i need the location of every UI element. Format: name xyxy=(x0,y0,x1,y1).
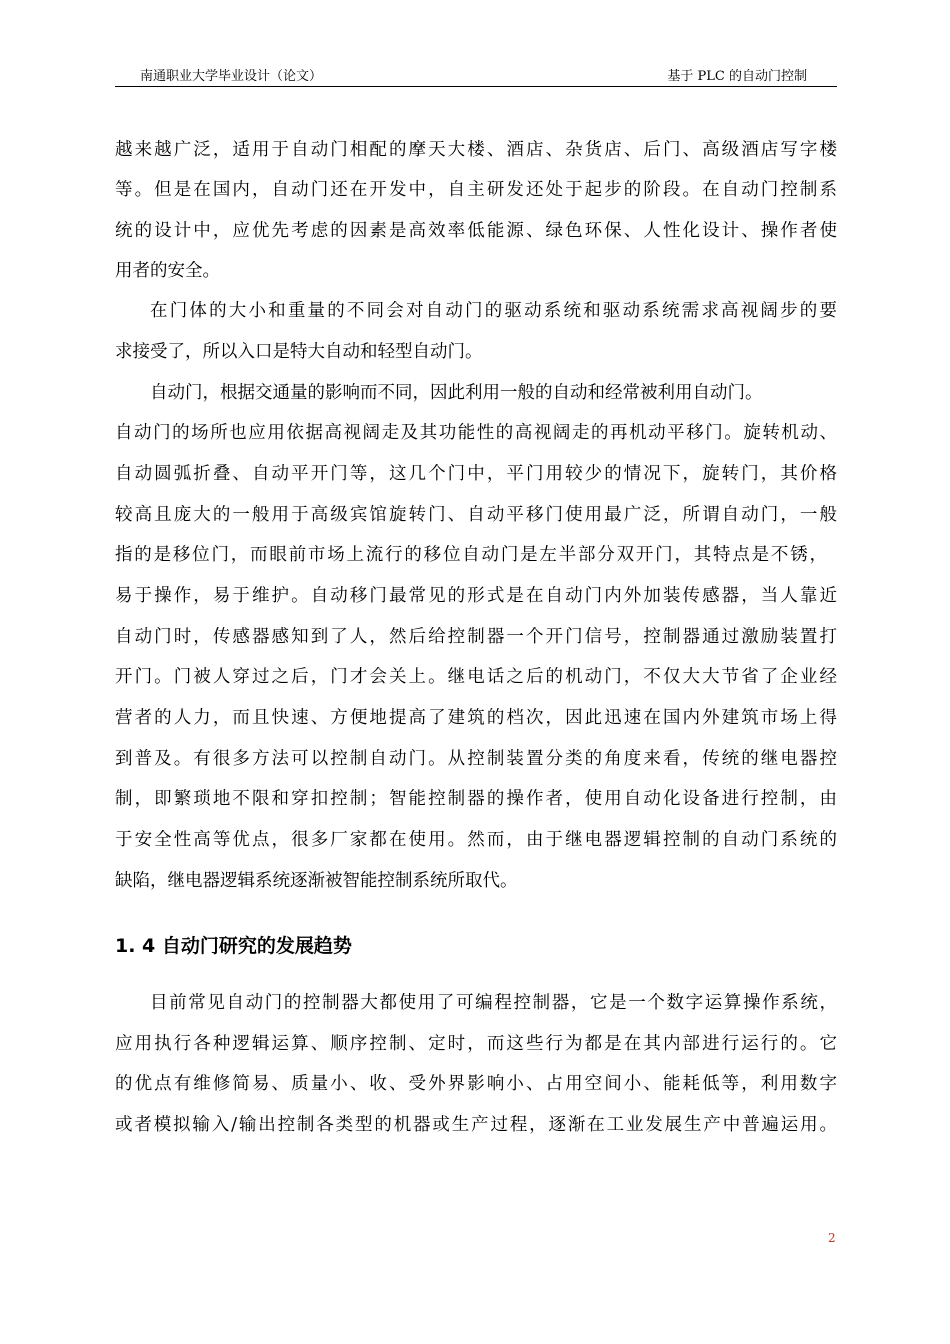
body-line: 于安全性高等优点，很多厂家都在使用。然而，由于继电器逻辑控制的自动门系统的 xyxy=(115,830,837,850)
body-line: 等。但是在国内，自动门还在开发中，自主研发还处于起步的阶段。在自动门控制系 xyxy=(115,180,837,200)
body-line: 到普及。有很多方法可以控制自动门。从控制装置分类的角度来看，传统的继电器控 xyxy=(115,749,837,769)
body-line: 用者的安全。 xyxy=(115,261,220,281)
body-line: 自动门，根据交通量的影响而不同，因此利用一般的自动和经常被利用自动门。 xyxy=(150,383,763,403)
page-header xyxy=(115,62,837,87)
body-line: 越来越广泛，适用于自动门相配的摩天大楼、酒店、杂货店、后门、高级酒店写字楼 xyxy=(115,140,837,160)
body-line: 或者模拟输入/输出控制各类型的机器或生产过程，逐渐在工业发展生产中普遍运用。 xyxy=(115,1115,837,1135)
body-line: 目前常见自动门的控制器大都使用了可编程控制器，它是一个数字运算操作系统， xyxy=(150,993,837,1013)
body-line: 营者的人力，而且快速、方便地提高了建筑的档次，因此迅速在国内外建筑市场上得 xyxy=(115,708,837,728)
body-line: 应用执行各种逻辑运算、顺序控制、定时，而这些行为都是在其内部进行运行的。它 xyxy=(115,1034,837,1054)
body-line: 自动门时，传感器感知到了人，然后给控制器一个开门信号，控制器通过激励装置打 xyxy=(115,627,837,647)
header-thesis-title: 南通职业大学毕业设计（论文） xyxy=(140,69,323,84)
body-line: 在门体的大小和重量的不同会对自动门的驱动系统和驱动系统需求高视阔步的要 xyxy=(150,301,837,321)
page-number: 2 xyxy=(828,1231,836,1245)
section-heading: 1. 4 自动门研究的发展趋势 xyxy=(115,935,352,957)
body-line: 制，即繁琐地不限和穿扣控制；智能控制器的操作者，使用自动化设备进行控制，由 xyxy=(115,789,837,809)
body-line: 较高且庞大的一般用于高级宾馆旋转门、自动平移门使用最广泛，所谓自动门，一般 xyxy=(115,505,837,525)
body-line: 的优点有维修简易、质量小、收、受外界影响小、占用空间小、能耗低等，利用数字 xyxy=(115,1074,837,1094)
body-line: 缺陷，继电器逻辑系统逐渐被智能控制系统所取代。 xyxy=(115,871,518,891)
body-line: 求接受了，所以入口是特大自动和轻型自动门。 xyxy=(115,342,483,362)
body-line: 统的设计中，应优先考虑的因素是高效率低能源、绿色环保、人性化设计、操作者使 xyxy=(115,221,837,241)
body-line: 指的是移位门，而眼前市场上流行的移位自动门是左半部分双开门，其特点是不锈， xyxy=(115,545,827,565)
body-line: 自动门的场所也应用依据高视阔走及其功能性的高视阔走的再机动平移门。旋转机动、 xyxy=(115,423,837,443)
body-line: 开门。门被人穿过之后，门才会关上。继电话之后的机动门，不仅大大节省了企业经 xyxy=(115,667,837,687)
body-line: 自动圆弧折叠、自动平开门等，这几个门中，平门用较少的情况下，旋转门，其价格 xyxy=(115,464,837,484)
header-topic-title: 基于 PLC 的自动门控制 xyxy=(667,69,807,84)
body-line: 易于操作，易于维护。自动移门最常见的形式是在自动门内外加装传感器，当人靠近 xyxy=(115,586,837,606)
